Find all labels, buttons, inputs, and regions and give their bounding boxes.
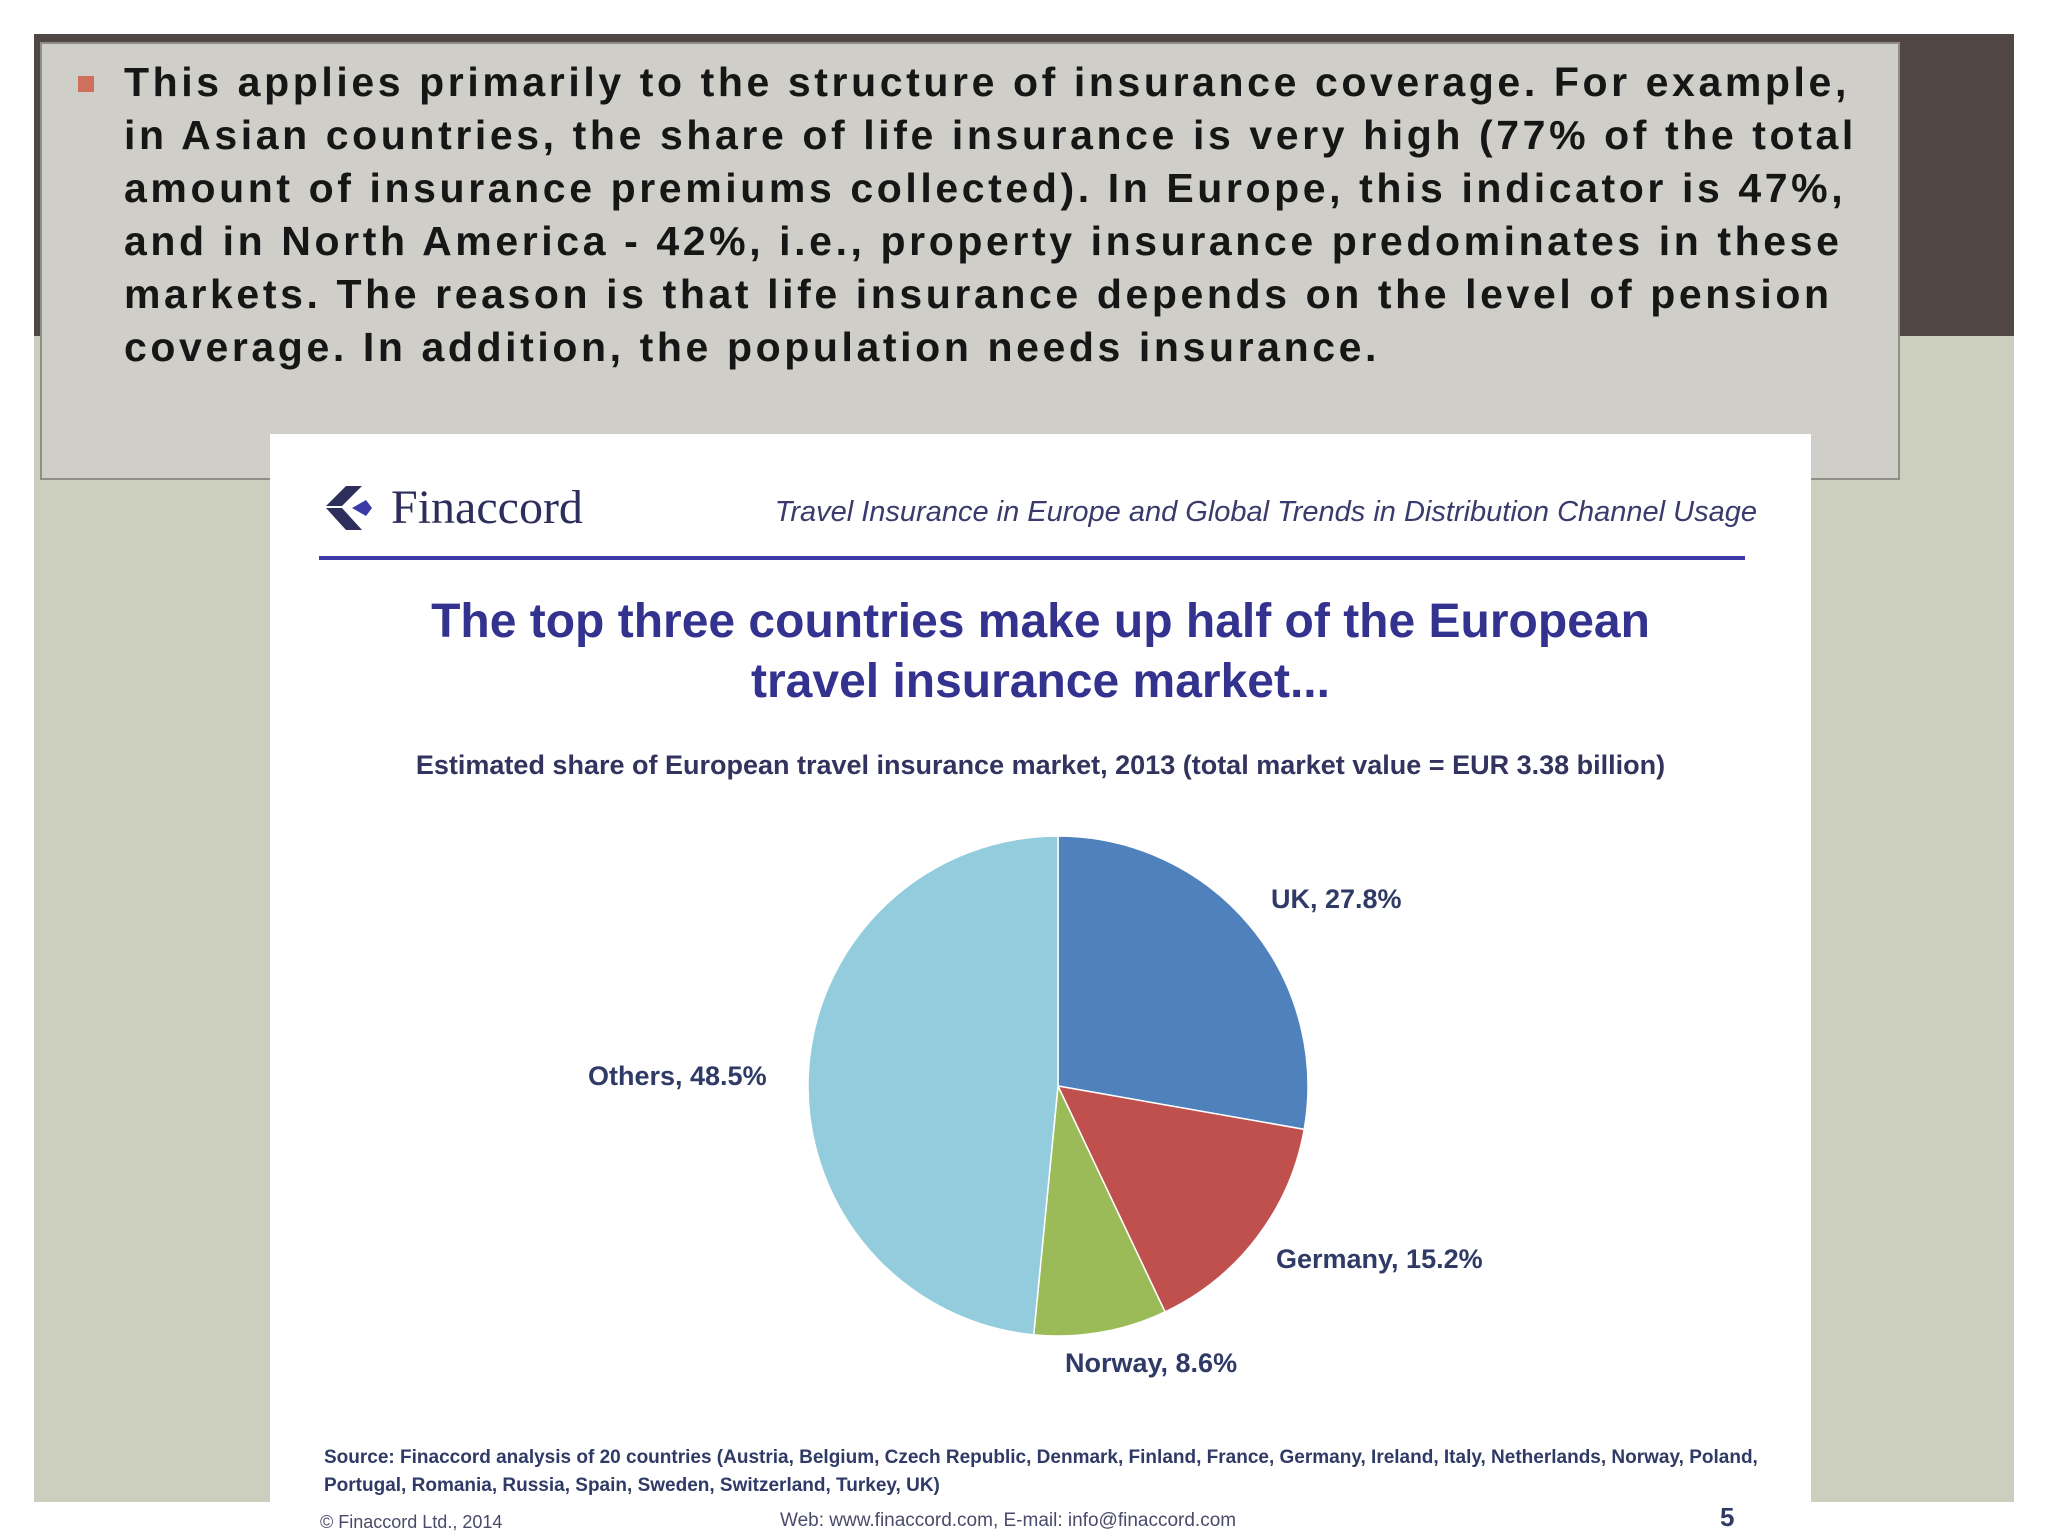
source-note: Source: Finaccord analysis of 20 countries (Austria, Belgium, Czech Republic, Denmark, Finland, France, Germany, Ireland, Italy, Netherlands, Norway, Poland, Portugal, Romania, Russia, Spain, Sweden, Switzerland, Turkey, UK) — [324, 1447, 1758, 1496]
web-contact: Web: www.finaccord.com, E-mail: info@finaccord.com — [780, 1510, 1237, 1531]
chart-title — [270, 592, 1811, 712]
chart-title-line-2: travel insurance market... — [751, 655, 1330, 708]
chart-subtitle: Estimated share of European travel insurance market, 2013 (total market value = EUR 3.38 billion) — [415, 750, 1666, 780]
logo-text: Finaccord — [391, 481, 583, 534]
pie-chart — [808, 836, 1308, 1336]
copyright: © Finaccord Ltd., 2014 — [320, 1512, 503, 1532]
chart-title-line-1: The top three countries make up half of the European — [431, 595, 1650, 648]
slice-label-uk: UK, 27.8% — [1271, 884, 1402, 914]
slice-label-norway: Norway, 8.6% — [1065, 1348, 1238, 1378]
finaccord-logo-icon — [326, 486, 372, 530]
bullet-text-box — [40, 42, 1900, 480]
slide-background — [34, 34, 2014, 1532]
page-number: 5 — [1720, 1502, 1735, 1532]
header-rule — [319, 556, 1745, 560]
pie-slice-others — [808, 836, 1058, 1335]
chart-image — [270, 434, 1811, 1536]
pie-slice-uk — [1058, 836, 1308, 1129]
slice-label-others: Others, 48.5% — [588, 1061, 767, 1091]
bullet-square-icon — [78, 76, 94, 92]
figure-header-title: Travel Insurance in Europe and Global Trends in Distribution Channel Usage — [774, 496, 1757, 528]
bullet-paragraph: This applies primarily to the structure of insurance coverage. For example, in Asian countries, the share of life insurance is very high (77% of the total amount of insurance premiums collected). In Europe, this indicator is 47%, and in North America - 42%, i.e., property insurance predominates in these markets. The reason is that life insurance depends on the level of pension coverage. In addition, the population needs insurance. — [124, 59, 1857, 370]
slice-label-germany: Germany, 15.2% — [1276, 1244, 1483, 1274]
